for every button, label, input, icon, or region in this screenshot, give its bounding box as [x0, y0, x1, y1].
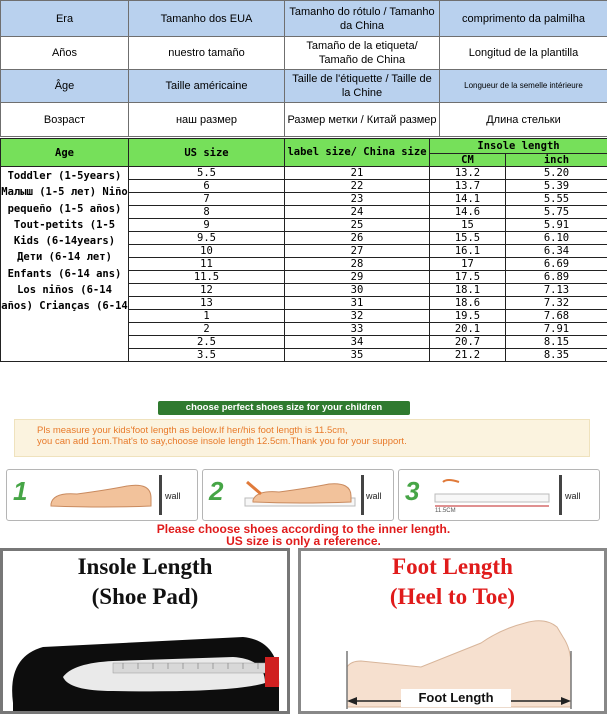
us-size-cell: 12 [129, 284, 285, 297]
label-size-cell: 31 [285, 297, 430, 310]
insole-cm-cell: 13.2 [430, 167, 506, 180]
insole-inch-cell: 8.35 [506, 349, 607, 362]
us-size-cell: 9 [129, 219, 285, 232]
label-size-cell: 21 [285, 167, 430, 180]
us-size-cell: 3.5 [129, 349, 285, 362]
label-size-cell: 35 [285, 349, 430, 362]
insole-inch-cell: 6.69 [506, 258, 607, 271]
insole-cm-cell: 14.1 [430, 193, 506, 206]
insole-inch-cell: 5.20 [506, 167, 607, 180]
insole-cm-cell: 15.5 [430, 232, 506, 245]
wall-icon [361, 475, 364, 515]
wall-label: wall [565, 491, 581, 501]
us-size-warning: US size is only a reference. [226, 534, 381, 548]
shoe-pad-title: (Shoe Pad) [91, 584, 199, 609]
insole-inch-cell: 7.32 [506, 297, 607, 310]
insole-inch-cell: 5.91 [506, 219, 607, 232]
header-cell: Longitud de la plantilla [440, 37, 607, 70]
label-size-cell: 25 [285, 219, 430, 232]
insole-inch-cell: 7.91 [506, 323, 607, 336]
label-size-cell: 30 [285, 284, 430, 297]
inner-length-warning: Please choose shoes according to the inner length. [156, 522, 451, 536]
shoe-insole-icon [3, 617, 287, 711]
insole-cm-cell: 17 [430, 258, 506, 271]
measure-note [14, 419, 590, 457]
header-cell: comprimento da palmilha [440, 1, 607, 37]
header-cell: Longueur de la semelle intérieure [440, 70, 607, 103]
us-size-cell: 6 [129, 180, 285, 193]
us-size-cell: 5.5 [129, 167, 285, 180]
label-size-cell: 33 [285, 323, 430, 336]
header-cell: Tamanho do rótulo / Tamanho da China [285, 1, 440, 37]
insole-cm-cell: 17.5 [430, 271, 506, 284]
label-size-cell: 34 [285, 336, 430, 349]
foot-length-panel [298, 548, 607, 714]
label-size-cell: 26 [285, 232, 430, 245]
insole-cm-cell: 16.1 [430, 245, 506, 258]
label-size-cell: 23 [285, 193, 430, 206]
insole-inch-cell: 8.15 [506, 336, 607, 349]
label-size-cell: 24 [285, 206, 430, 219]
age-header: Age [1, 139, 129, 167]
language-header-table [0, 0, 607, 138]
foot-icon [47, 480, 157, 510]
insole-inch-cell: 7.13 [506, 284, 607, 297]
size-chart-table [0, 138, 607, 396]
inch-header: inch [506, 154, 607, 167]
label-size-header: label size/ China size [285, 139, 430, 167]
age-range-cell: Toddler (1-5years) Малыш (1-5 лет) Niño pequeño (1-5 años) Tout-petits (1-5 Kids (6-14years) Дети (6-14 лет) Enfants (6-14 ans) Los niños (6-14 años) Crianças (6-14 [1, 167, 129, 362]
label-size-cell: 22 [285, 180, 430, 193]
label-size-cell: 28 [285, 258, 430, 271]
header-cell: наш размер [129, 103, 285, 137]
insole-inch-cell: 6.89 [506, 271, 607, 284]
us-size-cell: 2 [129, 323, 285, 336]
length-illustrations [0, 548, 607, 714]
step-2-panel [202, 469, 394, 521]
wall-label: wall [165, 491, 181, 501]
wall-label: wall [366, 491, 382, 501]
insole-cm-cell: 20.7 [430, 336, 506, 349]
header-cell: Taille de l'étiquette / Taille de la Chine [285, 70, 440, 103]
insole-cm-cell: 18.6 [430, 297, 506, 310]
step-3-panel [398, 469, 600, 521]
label-size-cell: 32 [285, 310, 430, 323]
us-size-cell: 9.5 [129, 232, 285, 245]
insole-inch-cell: 7.68 [506, 310, 607, 323]
note-line: you can add 1cm.That's to say,choose insole length 12.5cm.Thank you for your support. [37, 436, 407, 447]
label-size-cell: 29 [285, 271, 430, 284]
insole-inch-cell: 5.75 [506, 206, 607, 219]
header-cell: Taille américaine [129, 70, 285, 103]
header-cell: Tamaño de la etiqueta/ Tamaño de China [285, 37, 440, 70]
insole-cm-cell: 21.2 [430, 349, 506, 362]
us-size-cell: 2.5 [129, 336, 285, 349]
note-line: Pls measure your kids'foot length as below.If her/his foot length is 11.5cm, [37, 425, 348, 436]
label-size-cell: 27 [285, 245, 430, 258]
cm-header: CM [430, 154, 506, 167]
insole-inch-cell: 6.34 [506, 245, 607, 258]
step-number: 3 [405, 476, 420, 506]
foot-length-label: Foot Length [401, 689, 511, 707]
header-row-portuguese [1, 1, 607, 37]
header-cell: Длина стельки [440, 103, 607, 137]
insole-inch-cell: 6.10 [506, 232, 607, 245]
measuring-instructions [0, 397, 607, 548]
header-cell: Años [1, 37, 129, 70]
header-cell: Tamanho dos EUA [129, 1, 285, 37]
step-number: 2 [209, 476, 224, 506]
heel-to-toe-title: (Heel to Toe) [389, 584, 516, 609]
wall-icon [159, 475, 162, 515]
us-size-cell: 11 [129, 258, 285, 271]
insole-cm-cell: 18.1 [430, 284, 506, 297]
measure-value: 11.5CM [435, 508, 456, 514]
insole-length-title: Insole Length [77, 554, 213, 579]
header-row-russian [1, 103, 607, 137]
insole-cm-cell: 14.6 [430, 206, 506, 219]
foot-paper-icon [239, 480, 359, 510]
header-cell: Era [1, 1, 129, 37]
us-size-cell: 1 [129, 310, 285, 323]
step-1-panel [6, 469, 198, 521]
insole-length-header: Insole length [430, 139, 607, 154]
header-cell: nuestro tamaño [129, 37, 285, 70]
header-cell: Возраст [1, 103, 129, 137]
us-size-cell: 7 [129, 193, 285, 206]
insole-cm-cell: 20.1 [430, 323, 506, 336]
size-row [1, 167, 607, 180]
us-size-cell: 11.5 [129, 271, 285, 284]
insole-cm-cell: 19.5 [430, 310, 506, 323]
wall-icon [559, 475, 562, 515]
insole-cm-cell: 15 [430, 219, 506, 232]
header-row-spanish [1, 37, 607, 70]
instructions-banner: choose perfect shoes size for your children [158, 401, 410, 415]
foot-length-title: Foot Length [392, 554, 513, 579]
us-size-cell: 8 [129, 206, 285, 219]
step-number: 1 [13, 476, 28, 506]
insole-cm-cell: 13.7 [430, 180, 506, 193]
us-size-header: US size [129, 139, 285, 167]
header-row-french [1, 70, 607, 103]
header-cell: Âge [1, 70, 129, 103]
header-cell: Размер метки / Китай размер [285, 103, 440, 137]
insole-inch-cell: 5.39 [506, 180, 607, 193]
us-size-cell: 13 [129, 297, 285, 310]
size-rows [1, 167, 607, 362]
insole-inch-cell: 5.55 [506, 193, 607, 206]
us-size-cell: 10 [129, 245, 285, 258]
insole-length-panel [0, 548, 290, 714]
